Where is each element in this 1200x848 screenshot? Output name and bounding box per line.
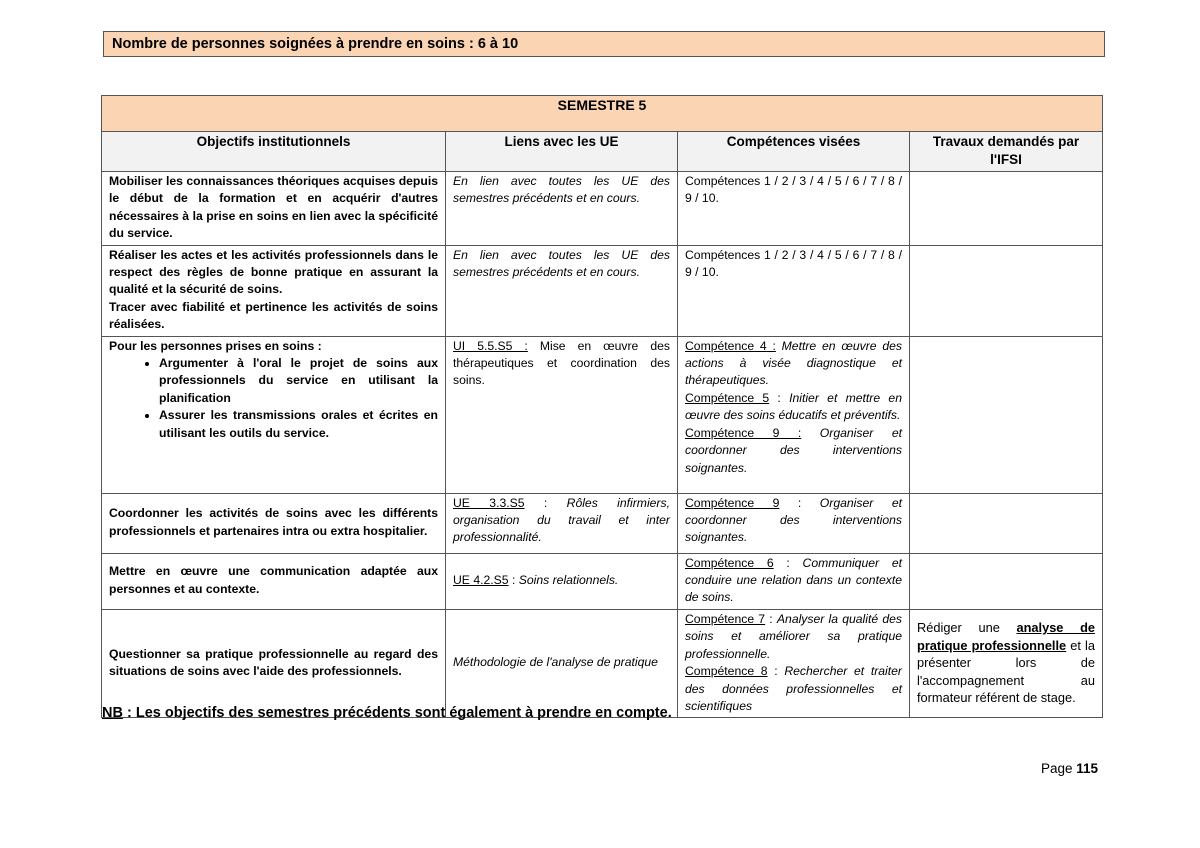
work-cell [910,172,1103,246]
ue-cell: En lien avec toutes les UE des semestres précédents et en cours. [446,172,678,246]
page-label: Page [1041,761,1077,776]
page-number [1041,761,1098,776]
competence-text: Organiser et coordonner des interventions soignantes. [685,425,902,475]
competence-text: Mettre en œuvre des actions à visée diagnostique et thérapeutiques. [685,338,902,388]
work-text: Rédiger une [917,620,1017,636]
ue-separator: : [524,495,567,510]
ue-text: Soins relationnels. [518,573,619,588]
competences-cell [678,493,910,553]
competence-text: Communiquer et conduire une relation dans un contexte de soins. [685,555,902,605]
ue-code: UE 4.2.S5 [453,573,509,588]
competence-code: Compétence 7 [685,611,766,626]
work-cell [910,553,1103,609]
competence-text: Organiser et coordonner des interventions soignantes. [685,495,902,545]
objective-text: Tracer avec fiabilité et pertinence les activités de soins réalisées. [109,299,438,332]
competence-text: Analyser la qualité des soins et améliorer sa pratique professionnelle. [685,611,902,661]
ue-cell [446,336,678,493]
table-row [102,336,1103,493]
competence-code: Compétence 6 [685,555,774,570]
competences-cell: Compétences 1 / 2 / 3 / 4 / 5 / 6 / 7 / 8 / 9 / 10. [678,245,910,336]
competences-cell [678,609,910,717]
table-row [102,609,1103,717]
column-header-ue-links: Liens avec les UE [446,132,678,172]
column-header-competences: Compétences visées [678,132,910,172]
semester-title: SEMESTRE 5 [102,96,1103,132]
objective-text: Réaliser les actes et les activités professionnels dans le respect des règles de bonne pratique en assurant la qualité et la sécurité de soins. [109,247,438,297]
ue-cell [446,493,678,553]
page-number-value: 115 [1076,761,1099,776]
work-cell [910,493,1103,553]
objective-bullet-list [109,355,438,442]
work-cell [910,245,1103,336]
ue-code: UE 3.3.S5 [453,495,525,510]
footnote-text: : Les objectifs des semestres précédents sont également à prendre en compte. [122,705,672,721]
footnote [102,705,672,721]
work-text: et la présenter lors de l'accompagnement au formateur référent de stage. [917,637,1096,706]
ue-text: Mise en œuvre des thérapeutiques et coordination des soins. [453,338,670,388]
competence-code: Compétence 9 [685,495,780,510]
objective-cell [102,336,446,493]
ue-code: UI 5.5.S5 : [453,338,528,353]
objective-cell: Coordonner les activités de soins avec les différents professionnels et partenaires intra ou extra hospitalier. [102,493,446,553]
table-row [102,553,1103,609]
competence-separator: : [765,611,777,626]
ue-cell [446,553,678,609]
objective-cell [102,245,446,336]
competence-separator: : [769,390,790,405]
objective-cell: Mobiliser les connaissances théoriques acquises depuis le début de la formation et en acquérir d'autres nécessaires à la prise en soins en lien avec la spécificité du service. [102,172,446,246]
table-row [102,172,1103,246]
competence-separator: : [767,664,785,679]
column-header-work: Travaux demandés par l'IFSI [910,132,1103,172]
work-cell [910,336,1103,493]
competences-cell [678,553,910,609]
competences-cell [678,336,910,493]
objective-bullet: • Assurer les transmissions orales et écrites en utilisant les outils du service. [159,407,438,442]
objective-cell: Questionner sa pratique professionnelle au regard des situations de soins avec l'aide des professionnels. [102,609,446,717]
ue-text: Rôles infirmiers, organisation du travail et inter professionnalité. [453,495,670,545]
competences-cell: Compétences 1 / 2 / 3 / 4 / 5 / 6 / 7 / 8 / 9 / 10. [678,172,910,246]
table-row [102,245,1103,336]
objective-intro: Pour les personnes prises en soins : [109,338,322,353]
ue-separator: : [508,573,519,588]
page-header-title: Nombre de personnes soignées à prendre en soins : 6 à 10 [103,31,1105,57]
footnote-label: NB [102,705,123,721]
competence-text: Initier et mettre en œuvre des soins éducatifs et préventifs. [685,390,902,423]
competence-separator: : [773,555,803,570]
competence-code: Compétence 9 : [685,425,802,440]
work-cell [910,609,1103,717]
ue-cell: En lien avec toutes les UE des semestres précédents et en cours. [446,245,678,336]
competence-text: Rechercher et traiter des données professionnelles et scientifiques [685,664,902,713]
semester-table [101,95,1103,718]
objective-cell: Mettre en œuvre une communication adaptée aux personnes et au contexte. [102,553,446,609]
table-row [102,493,1103,553]
column-header-objectives: Objectifs institutionnels [102,132,446,172]
objective-bullet: • Argumenter à l'oral le projet de soins aux professionnels du service en utilisant la planification [159,355,438,407]
competence-code: Compétence 8 [685,664,768,679]
work-emphasis: analyse de pratique professionnelle [917,620,1096,653]
competence-code: Compétence 4 : [685,338,776,353]
competence-separator: : [779,495,820,510]
competence-code: Compétence 5 [685,390,770,405]
ue-cell: Méthodologie de l'analyse de pratique [446,609,678,717]
